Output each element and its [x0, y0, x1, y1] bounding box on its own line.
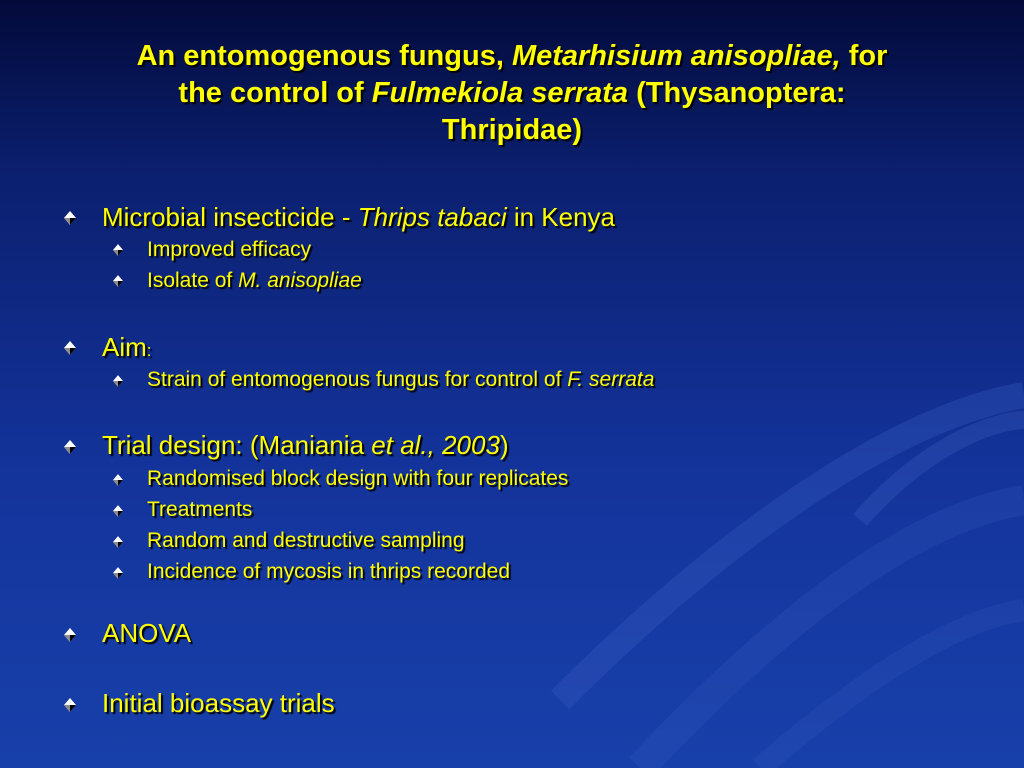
title-species-italic: Metarhisium anisopliae, — [511, 40, 841, 72]
title-text: Thripidae) — [441, 114, 583, 146]
list-item-sampling — [147, 528, 465, 554]
item-text: Microbial insecticide - — [102, 202, 358, 232]
list-item-anova — [102, 618, 191, 648]
item-text: ANOVA — [102, 618, 192, 648]
item-text: Initial bioassay trials — [102, 688, 335, 718]
item-species-italic: M. anisopliae — [238, 269, 362, 292]
diamond-bullet-icon — [64, 440, 76, 454]
item-text: ) — [499, 430, 509, 460]
diamond-bullet-icon — [64, 698, 76, 712]
list-item-strain — [147, 367, 654, 393]
list-item-treatments — [147, 497, 252, 523]
diamond-bullet-icon — [113, 567, 123, 579]
list-item-isolate — [147, 268, 362, 294]
list-item-improved-efficacy — [147, 237, 311, 263]
title-text: for — [840, 40, 888, 72]
diamond-bullet-icon — [64, 628, 76, 642]
list-item-aim — [102, 332, 152, 366]
item-species-italic: Thrips tabaci — [357, 202, 507, 232]
diamond-bullet-icon — [113, 375, 123, 387]
title-text: (Thysanoptera: — [628, 77, 846, 109]
item-text: Treatments — [147, 498, 253, 521]
list-item-randomised-block — [147, 466, 568, 492]
diamond-bullet-icon — [113, 275, 123, 287]
list-item-microbial-insecticide — [102, 202, 615, 232]
item-colon: : — [146, 341, 152, 360]
item-text: Trial design: (Maniania — [102, 430, 372, 460]
list-item-incidence — [147, 559, 510, 585]
diamond-bullet-icon — [113, 474, 123, 486]
item-citation-italic: et al., 2003 — [371, 430, 500, 460]
item-text: Improved efficacy — [147, 238, 312, 261]
item-text: Randomised block design with four replicates — [147, 467, 569, 490]
diamond-bullet-icon — [113, 536, 123, 548]
item-text: Incidence of mycosis in thrips recorded — [147, 560, 510, 583]
title-text: the control of — [178, 77, 372, 109]
title-species-italic: Fulmekiola serrata — [371, 77, 629, 109]
item-text: Isolate of — [147, 269, 239, 292]
item-text: in Kenya — [506, 202, 615, 232]
list-item-trial-design — [102, 430, 509, 460]
item-text: Random and destructive sampling — [147, 529, 465, 552]
diamond-bullet-icon — [113, 505, 123, 517]
item-text: Strain of entomogenous fungus for control of — [147, 368, 568, 391]
item-text: Aim — [102, 332, 147, 362]
list-item-bioassay — [102, 688, 335, 718]
diamond-bullet-icon — [64, 211, 76, 225]
diamond-bullet-icon — [113, 244, 123, 256]
title-text: An entomogenous fungus, — [136, 40, 512, 72]
item-species-italic: F. serrata — [567, 368, 655, 391]
diamond-bullet-icon — [64, 341, 76, 355]
